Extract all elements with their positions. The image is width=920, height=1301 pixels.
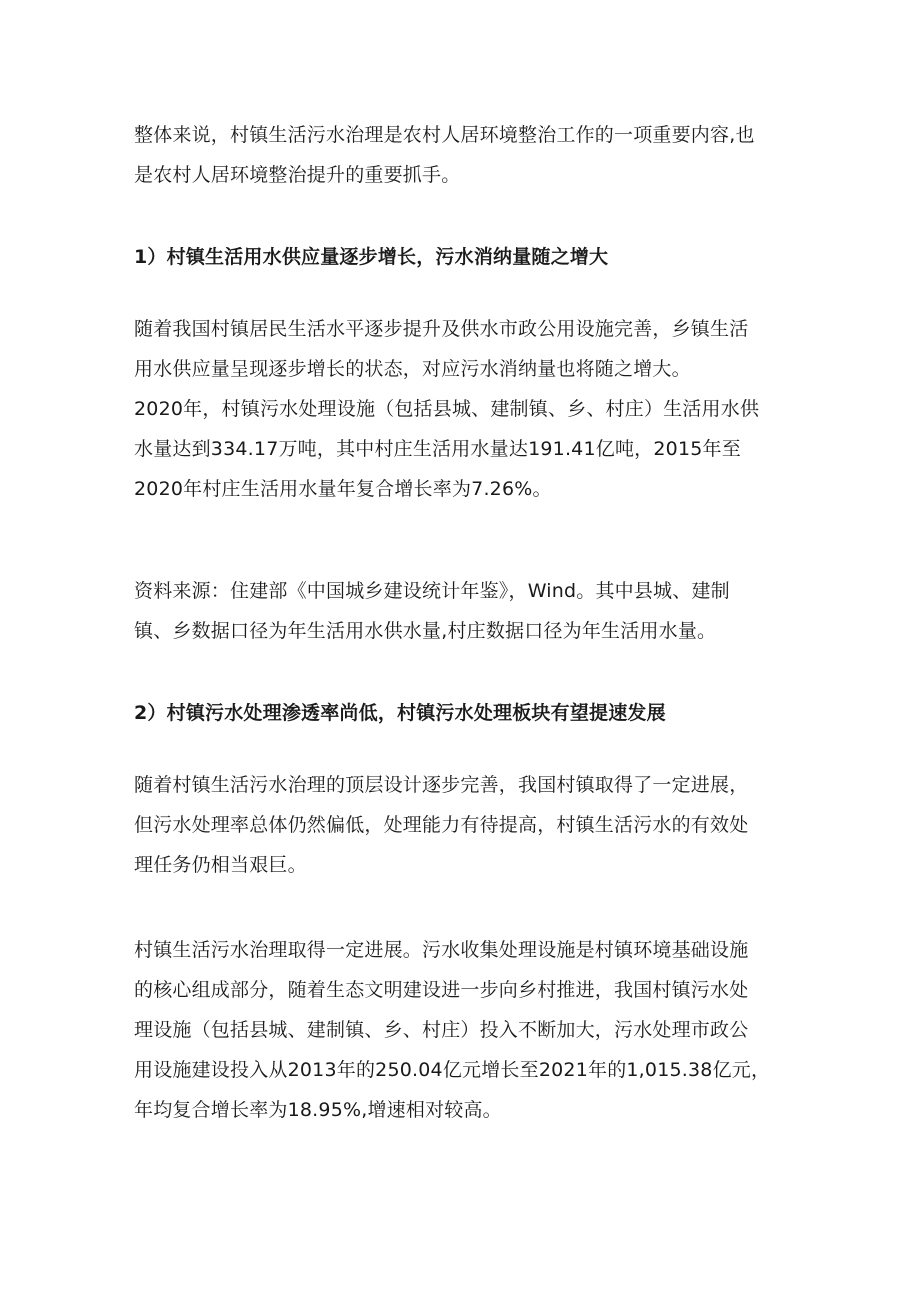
section-1-source-note (134, 571, 794, 651)
heading-text: 2）村镇污水处理渗透率尚低，村镇污水处理板块有望提速发展 (134, 702, 666, 724)
text-line: 2020年，村镇污水处理设施（包括县城、建制镇、乡、村庄）生活用水供 (134, 398, 760, 420)
section-1-body-paragraph (134, 309, 794, 509)
text-line: 整体来说，村镇生活污水治理是农村人居环境整治工作的一项重要内容,也 (134, 124, 755, 146)
text-line: 2020年村庄生活用水量年复合增长率为7.26%。 (134, 478, 552, 500)
text-line: 的核心组成部分，随着生态文明建设进一步向乡村推进，我国村镇污水处 (134, 979, 749, 1001)
section-2-body-paragraph-1 (134, 765, 794, 885)
text-line: 理设施（包括县城、建制镇、乡、村庄）投入不断加大，污水处理市政公 (134, 1019, 749, 1041)
heading-text: 1）村镇生活用水供应量逐步增长，污水消纳量随之增大 (134, 246, 609, 268)
text-line: 理任务仍相当艰巨。 (134, 854, 307, 876)
text-line: 随着村镇生活污水治理的顶层设计逐步完善，我国村镇取得了一定进展， (134, 774, 749, 796)
text-line: 用设施建设投入从2013年的250.04亿元增长至2021年的1,015.38亿元， (134, 1059, 771, 1081)
section-1-heading (134, 237, 794, 277)
intro-paragraph (134, 115, 794, 195)
text-line: 水量达到334.17万吨，其中村庄生活用水量达191.41亿吨，2015年至 (134, 438, 741, 460)
text-line: 是农村人居环境整治提升的重要抓手。 (134, 164, 461, 186)
section-2-heading (134, 693, 794, 733)
text-line: 村镇生活污水治理取得一定进展。污水收集处理设施是村镇环境基础设施 (134, 939, 749, 961)
section-2-body-paragraph-2 (134, 930, 794, 1130)
text-line: 但污水处理率总体仍然偏低，处理能力有待提高，村镇生活污水的有效处 (134, 814, 749, 836)
text-line: 镇、乡数据口径为年生活用水供水量,村庄数据口径为年生活用水量。 (134, 620, 717, 642)
text-line: 用水供应量呈现逐步增长的状态，对应污水消纳量也将随之增大。 (134, 358, 691, 380)
text-line: 年均复合增长率为18.95%,增速相对较高。 (134, 1099, 502, 1121)
text-line: 资料来源：住建部《中国城乡建设统计年鉴》，Wind。其中县城、建制 (134, 580, 730, 602)
text-line: 随着我国村镇居民生活水平逐步提升及供水市政公用设施完善，乡镇生活 (134, 318, 749, 340)
